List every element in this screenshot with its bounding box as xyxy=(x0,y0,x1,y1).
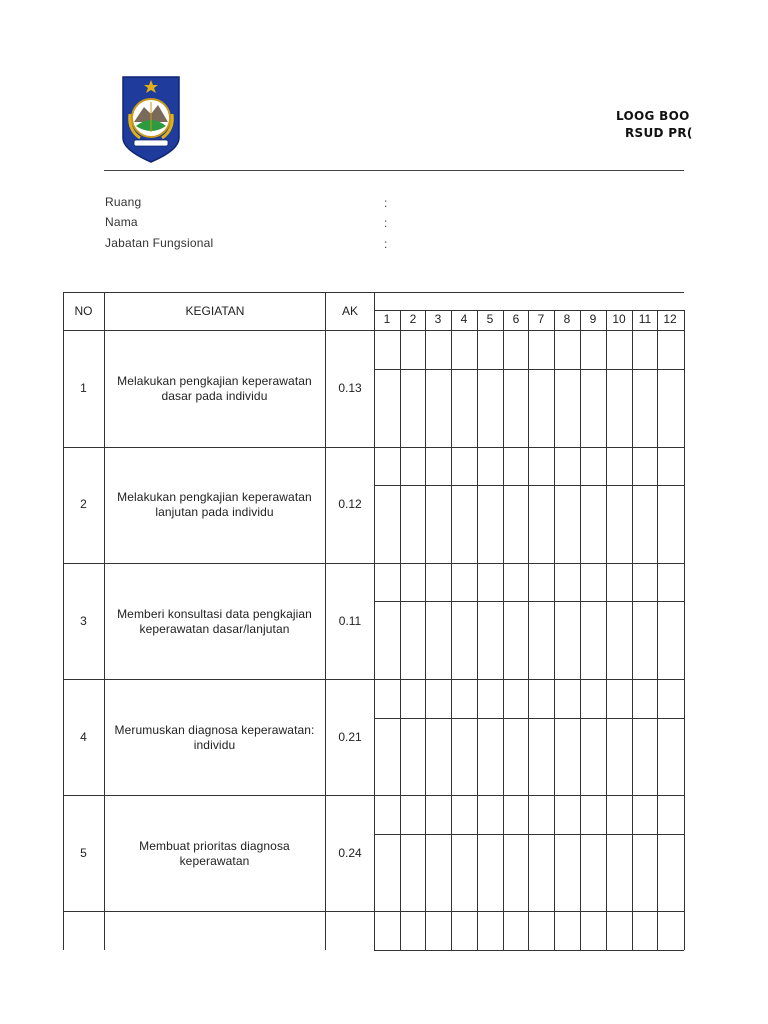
day-column-divider-3 xyxy=(451,310,452,950)
day-column-divider-4 xyxy=(477,310,478,950)
row-3-kegiatan-line1: Memberi konsultasi data pengkajian xyxy=(117,607,312,621)
row-4-no: 4 xyxy=(80,730,87,744)
row-2-no: 2 xyxy=(80,497,87,511)
day-column-divider-8 xyxy=(580,310,581,950)
row-1-kegiatan xyxy=(106,374,323,404)
day-subrow-line-3 xyxy=(374,601,684,602)
row-5-ak: 0.24 xyxy=(338,846,362,860)
field-colon-nama: : xyxy=(384,216,388,230)
day-column-divider-9 xyxy=(606,310,607,950)
row-4-kegiatan-line2: individu xyxy=(193,738,236,752)
day-column-divider-6 xyxy=(528,310,529,950)
field-colon-jabatan: : xyxy=(384,237,388,251)
day-header-top xyxy=(374,310,684,311)
row-3-ak: 0.11 xyxy=(338,614,362,628)
row-3-kegiatan-line2: keperawatan dasar/lanjutan xyxy=(139,622,290,636)
header-kegiatan: KEGIATAN xyxy=(185,304,245,318)
header-divider xyxy=(104,170,684,171)
day-area-bottom xyxy=(374,950,684,951)
day-subrow-line-4 xyxy=(374,718,684,719)
day-subrow-line-1 xyxy=(374,369,684,370)
day-12: 12 xyxy=(663,312,677,326)
day-4: 4 xyxy=(460,312,468,326)
field-label-jabatan: Jabatan Fungsional xyxy=(105,236,214,250)
row-5-kegiatan-line2: keperawatan xyxy=(179,854,250,868)
row-2-kegiatan xyxy=(106,490,323,520)
table-header-bottom xyxy=(63,330,684,331)
row-4-kegiatan xyxy=(106,723,323,753)
table-divider-ak xyxy=(374,293,375,950)
day-1: 1 xyxy=(383,312,391,326)
title-line-2: RSUD PR( xyxy=(625,126,693,140)
day-7: 7 xyxy=(537,312,545,326)
row-1-kegiatan-line2: dasar pada individu xyxy=(161,389,268,403)
row-2-kegiatan-line1: Melakukan pengkajian keperawatan xyxy=(117,490,312,504)
row-separator-1 xyxy=(63,447,684,448)
day-5: 5 xyxy=(486,312,494,326)
table-border-top xyxy=(63,292,684,293)
document-title xyxy=(616,108,693,142)
header-ak: AK xyxy=(341,304,358,318)
row-5-kegiatan-line1: Membuat prioritas diagnosa xyxy=(139,839,290,853)
row-separator-5 xyxy=(63,911,684,912)
day-subrow-line-2 xyxy=(374,485,684,486)
day-column-divider-1 xyxy=(400,310,401,950)
day-3: 3 xyxy=(434,312,442,326)
day-column-divider-2 xyxy=(425,310,426,950)
row-4-ak: 0.21 xyxy=(338,730,362,744)
row-1-kegiatan-line1: Melakukan pengkajian keperawatan xyxy=(117,374,312,388)
day-column-divider-7 xyxy=(554,310,555,950)
day-6: 6 xyxy=(512,312,520,326)
day-column-divider-11 xyxy=(657,310,658,950)
row-4-kegiatan-line1: Merumuskan diagnosa keperawatan: xyxy=(114,723,315,737)
row-3-kegiatan xyxy=(106,607,323,637)
row-separator-3 xyxy=(63,679,684,680)
row-1-ak: 0.13 xyxy=(338,381,362,395)
field-label-ruang: Ruang xyxy=(105,195,142,209)
regional-emblem-logo xyxy=(120,74,182,164)
row-2-kegiatan-line2: lanjutan pada individu xyxy=(155,505,274,519)
day-9: 9 xyxy=(589,312,597,326)
header-no: NO xyxy=(74,304,93,318)
title-line-1: LOOG BOO xyxy=(616,109,690,123)
day-column-divider-10 xyxy=(632,310,633,950)
table-divider-no xyxy=(104,293,105,950)
day-column-divider-12 xyxy=(684,310,685,950)
field-label-nama: Nama xyxy=(105,215,138,229)
day-8: 8 xyxy=(563,312,571,326)
row-5-no: 5 xyxy=(80,846,87,860)
day-2: 2 xyxy=(409,312,417,326)
row-separator-2 xyxy=(63,563,684,564)
day-11: 11 xyxy=(638,312,652,326)
row-3-no: 3 xyxy=(80,614,87,628)
day-subrow-line-5 xyxy=(374,834,684,835)
day-column-divider-5 xyxy=(503,310,504,950)
row-5-kegiatan xyxy=(106,839,323,869)
row-1-no: 1 xyxy=(80,381,87,395)
field-colon-ruang: : xyxy=(384,196,388,210)
row-2-ak: 0.12 xyxy=(338,497,362,511)
row-separator-4 xyxy=(63,795,684,796)
day-10: 10 xyxy=(612,312,626,326)
